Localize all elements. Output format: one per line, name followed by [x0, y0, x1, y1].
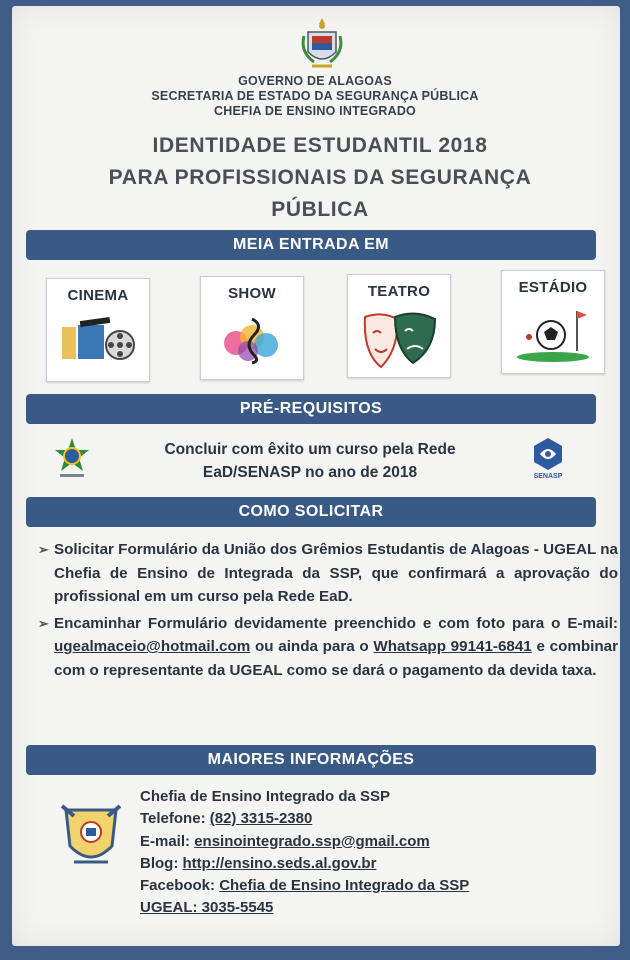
film-reel-icon — [58, 313, 138, 369]
ssp-badge-icon — [60, 802, 122, 872]
prereq-line-2: EaD/SENASP no ano de 2018 — [202, 464, 418, 481]
step-2-text-c: e combinar com o representante da UGEAL como se dará o pagamento da devida taxa. — [54, 638, 618, 679]
chevron-right-icon: ➢ — [38, 615, 49, 631]
card-cinema-label: CINEMA — [67, 287, 129, 304]
info-phone-row — [140, 808, 600, 830]
card-estadio-label: ESTÁDIO — [518, 279, 588, 296]
email-link[interactable]: ensinointegrado.ssp@gmail.com — [194, 832, 430, 850]
prereq-line-1: Concluir com êxito um curso pela Rede — [164, 441, 456, 458]
card-estadio — [501, 270, 605, 374]
section-pre-requisitos: PRÉ-REQUISITOS — [26, 394, 596, 424]
step-1-text: Solicitar Formulário da União dos Grêmios Estudantis de Alagoas - UGEAL na Chefia de Ensino de Integrada da SSP, que confirmará a aprovação do profissional em um curso pela Rede EaD. — [54, 541, 618, 605]
page-title — [40, 130, 600, 226]
step-2-text-a: Encaminhar Formulário devidamente preenchido e com foto para o E-mail: — [54, 614, 618, 632]
section-meia-entrada: MEIA ENTRADA EM — [26, 230, 596, 260]
info-blog-row — [140, 853, 600, 875]
senasp-logo-icon — [528, 436, 568, 480]
phone-label: Telefone: — [140, 810, 210, 828]
blog-link[interactable]: http://ensino.seds.al.gov.br — [182, 854, 377, 872]
blog-label: Blog: — [140, 854, 183, 872]
senasp-logo-text: SENASP — [533, 473, 563, 480]
alagoas-crest-icon — [300, 16, 344, 72]
info-email-row — [140, 831, 600, 853]
title-line-3: PÚBLICA — [271, 198, 369, 221]
card-show-label: SHOW — [228, 285, 276, 302]
section-como-solicitar: COMO SOLICITAR — [26, 497, 596, 527]
email-label: E-mail: — [140, 832, 195, 850]
music-note-icon — [212, 311, 292, 367]
ugeal-phone[interactable]: UGEAL: 3035-5545 — [140, 899, 274, 917]
info-org: Chefia de Ensino Integrado da SSP — [140, 788, 391, 805]
title-line-2: PARA PROFISSIONAIS DA SEGURANÇA — [108, 166, 532, 189]
title-line-1: IDENTIDADE ESTUDANTIL 2018 — [152, 134, 488, 157]
phone-link[interactable]: (82) 3315-2380 — [209, 810, 313, 828]
national-emblem-icon — [52, 436, 92, 480]
chevron-right-icon: ➢ — [38, 542, 49, 557]
header-secretaria: SECRETARIA DE ESTADO DA SEGURANÇA PÚBLICA — [151, 89, 479, 103]
email-ugeal-link[interactable]: ugealmaceio@hotmail.com — [54, 638, 251, 655]
header-lines — [0, 74, 630, 119]
prereq-text — [100, 438, 520, 484]
card-show — [200, 276, 304, 380]
step-item-1 — [38, 538, 618, 609]
header-chefia: CHEFIA DE ENSINO INTEGRADO — [214, 104, 416, 118]
info-facebook-row — [140, 875, 600, 897]
step-item-2 — [38, 612, 618, 683]
theater-masks-icon — [359, 309, 439, 373]
whatsapp-link[interactable]: Whatsapp 99141-6841 — [373, 638, 532, 655]
contact-info — [140, 786, 600, 920]
card-cinema — [46, 278, 150, 382]
steps-list — [38, 538, 618, 685]
soccer-ball-icon — [513, 305, 593, 369]
header-governo: GOVERNO DE ALAGOAS — [238, 74, 392, 88]
card-teatro — [347, 274, 451, 378]
facebook-label: Facebook: — [140, 877, 220, 895]
facebook-link[interactable]: Chefia de Ensino Integrado da SSP — [219, 877, 470, 895]
card-teatro-label: TEATRO — [367, 283, 431, 300]
section-maiores-informacoes: MAIORES INFORMAÇÕES — [26, 745, 596, 775]
step-2-text-b: ou ainda para o — [250, 638, 374, 655]
